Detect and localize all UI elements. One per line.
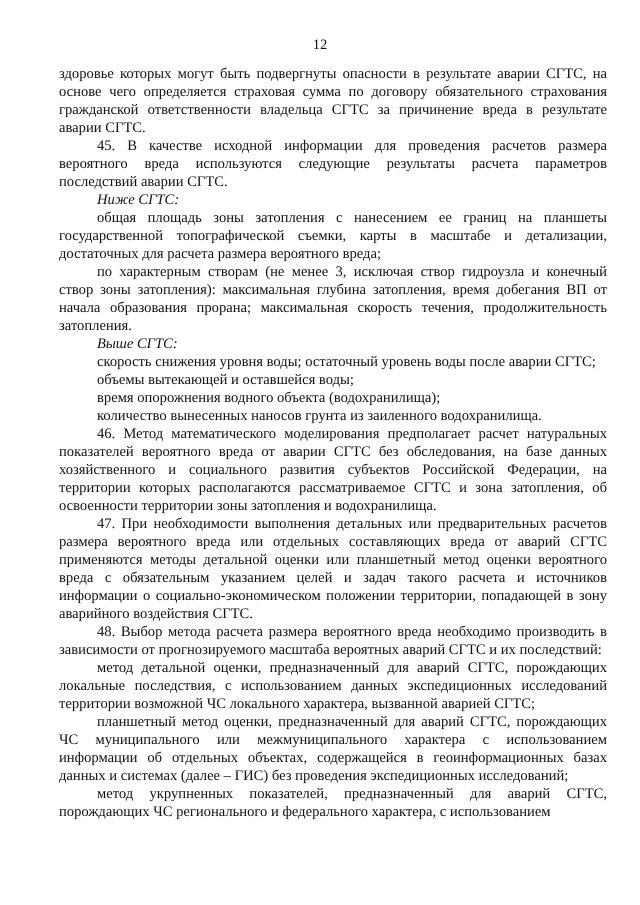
list-item-sediment: количество вынесенных наносов грунта из заиленного водохранилища. [97, 408, 542, 424]
paragraph-intro-continuation: здоровье которых могут быть подвергнуты опасности в результате аварии СГТС, на основе чего определяется страховая сумма по договору обязательного страхования гражданской ответственности владельца СГТС за причинение вреда в результате аварии СГТС. [59, 66, 607, 136]
list-item-water-volumes: объемы вытекающей и оставшейся воды; [97, 372, 354, 388]
list-item-aggregated-method: метод укрупненных показателей, предназначенный для аварий СГТС, порождающих ЧС регионального и федерального характера, с использованием [59, 786, 607, 820]
subheading-above-sgts: Выше СГТС: [97, 336, 178, 352]
paragraph-46: 46. Метод математического моделирования предполагает расчет натуральных показателей вероятного вреда от аварии СГТС без обследования, на базе данных хозяйственного и социального развития субъектов Российской Федерации, на территории которых располагаются рассматриваемое СГТС и зона затопления, об освоенности территории зоны затопления и водохранилища. [59, 426, 607, 514]
list-item-tablet-method: планшетный метод оценки, предназначенный для аварий СГТС, порождающих ЧС муниципального или межмуниципального характера с использованием информации об отдельных объектах, содержащейся в геоинформационных базах данных и системах (далее – ГИС) без проведения экспедиционных исследований; [59, 714, 607, 784]
list-item-emptying-time: время опорожнения водного объекта (водохранилища); [97, 390, 441, 406]
list-item-water-level: скорость снижения уровня воды; остаточный уровень воды после аварии СГТС; [97, 354, 596, 370]
paragraph-47: 47. При необходимости выполнения детальных или предварительных расчетов размера вероятного вреда или отдельных составляющих вреда от аварий СГТС применяются методы детальной оценки или планшетный метод оценки вероятного вреда с обязательным указанием целей и задач такого расчета и источников информации о социально-экономическом положении территории, попадающей в зону аварийного воздействия СГТС. [59, 516, 607, 622]
list-item-flood-zone-area: общая площадь зоны затопления с нанесением ее границ на планшеты государственной топографической съемки, карты в масштабе и детализации, достаточных для расчета размера вероятного вреда; [59, 210, 607, 262]
document-body [59, 65, 607, 821]
paragraph-45: 45. В качестве исходной информации для проведения расчетов размера вероятного вреда используются следующие результаты расчета параметров последствий аварии СГТС. [59, 138, 607, 190]
list-item-detailed-method: метод детальной оценки, предназначенный для аварий СГТС, порождающих локальные последствия, с использованием данных экспедиционных исследований территории возможной ЧС локального характера, вызванной аварией СГТС; [59, 660, 607, 712]
subheading-below-sgts: Ниже СГТС: [97, 192, 180, 208]
list-item-characteristic-sections: по характерным створам (не менее 3, исключая створ гидроузла и конечный створ зоны затопления): максимальная глубина затопления, время добегания ВП от начала образования прорана; максимальная скорость течения, продолжительность затопления. [59, 264, 607, 334]
paragraph-48: 48. Выбор метода расчета размера вероятного вреда необходимо производить в зависимости от прогнозируемого масштаба вероятных аварий СГТС и их последствий: [59, 624, 607, 658]
page-number: 12 [312, 37, 328, 53]
